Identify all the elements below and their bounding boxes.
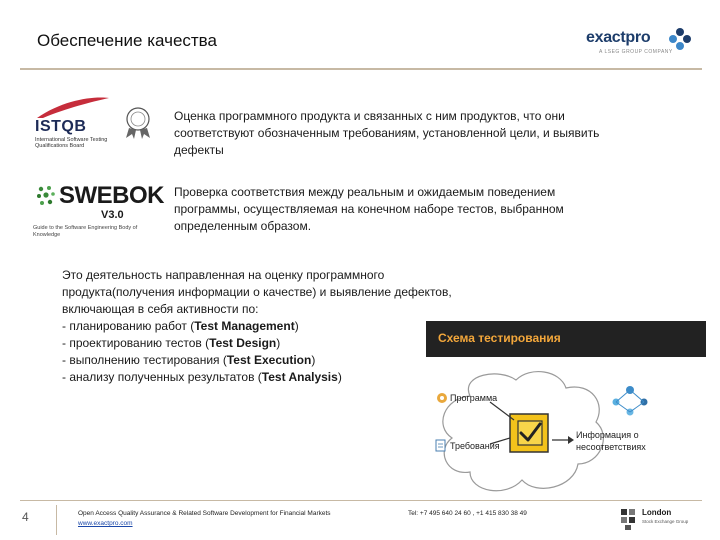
scheme-output-line1: Информация о xyxy=(576,430,639,440)
swebok-version: V3.0 xyxy=(101,209,124,221)
page-number: 4 xyxy=(22,510,29,524)
istqb-logo xyxy=(33,96,153,154)
body-line-3: включающая в себя активности по: xyxy=(62,302,259,316)
lse-name: London xyxy=(642,508,672,517)
brand-tagline: A LSEG GROUP COMPANY xyxy=(599,49,673,55)
scheme-input-requirements: Требования xyxy=(450,441,500,451)
program-icon xyxy=(437,393,447,403)
swebok-dots-icon xyxy=(35,184,59,208)
exactpro-mark-icon xyxy=(668,27,692,51)
scheme-output-line2: несоответствиях xyxy=(576,442,646,452)
swebok-subtitle: Guide to the Software Engineering Body of Knowledge xyxy=(33,225,138,238)
footer-phone: Tel: +7 495 640 24 60 , +1 415 830 38 49 xyxy=(408,510,527,517)
activity-item: - проектированию тестов (Test Design) xyxy=(62,336,281,350)
slide-title: Обеспечение качества xyxy=(37,31,217,50)
scheme-input-program: Программа xyxy=(450,393,498,403)
istqb-name: ISTQB xyxy=(35,118,87,135)
testing-scheme-diagram xyxy=(430,368,706,500)
checkmark-box-icon xyxy=(510,414,548,452)
brand-name: exactpro xyxy=(586,29,651,46)
istqb-swoosh-icon xyxy=(33,96,123,120)
lse-crest-icon xyxy=(620,507,640,531)
activity-item: - планированию работ (Test Management) xyxy=(62,319,299,333)
body-line-2: продукта(получения информации о качестве) и выявление дефектов, xyxy=(62,285,452,299)
scheme-title: Схема тестирования xyxy=(438,331,561,345)
swebok-logo xyxy=(33,180,163,244)
network-icon xyxy=(613,386,648,416)
exactpro-logo xyxy=(586,27,696,59)
scheme-header xyxy=(426,321,706,357)
title-divider xyxy=(20,68,702,70)
footer-separator xyxy=(56,505,57,535)
requirements-icon xyxy=(436,440,445,451)
activity-item: - выполнению тестирования (Test Execution) xyxy=(62,353,316,367)
footer-website-link[interactable]: www.exactpro.com xyxy=(78,520,133,527)
istqb-subtitle: International Software Testing Qualifications Board xyxy=(35,137,108,149)
lse-logo xyxy=(620,507,710,533)
definition-istqb: Оценка программного продукта и связанных с ним продуктов, что они соответствуют обозначенным требованиям, установленной цели, и выявить дефекты xyxy=(174,109,600,157)
istqb-seal-icon xyxy=(123,106,153,140)
footer-company: Open Access Quality Assurance & Related Software Development for Financial Markets xyxy=(78,510,331,517)
definition-swebok: Проверка соответствия между реальным и ожидаемым поведением программы, осуществляемая на конечном наборе тестов, выбранном определенным образом. xyxy=(174,185,564,233)
lse-subtitle: Stock Exchange Group xyxy=(642,519,689,524)
footer-divider xyxy=(20,500,702,501)
swebok-name: SWEBOK xyxy=(59,182,164,209)
activity-item: - анализу полученных результатов (Test Analysis) xyxy=(62,370,342,384)
body-line-1: Это деятельность направленная на оценку программного xyxy=(62,268,385,282)
